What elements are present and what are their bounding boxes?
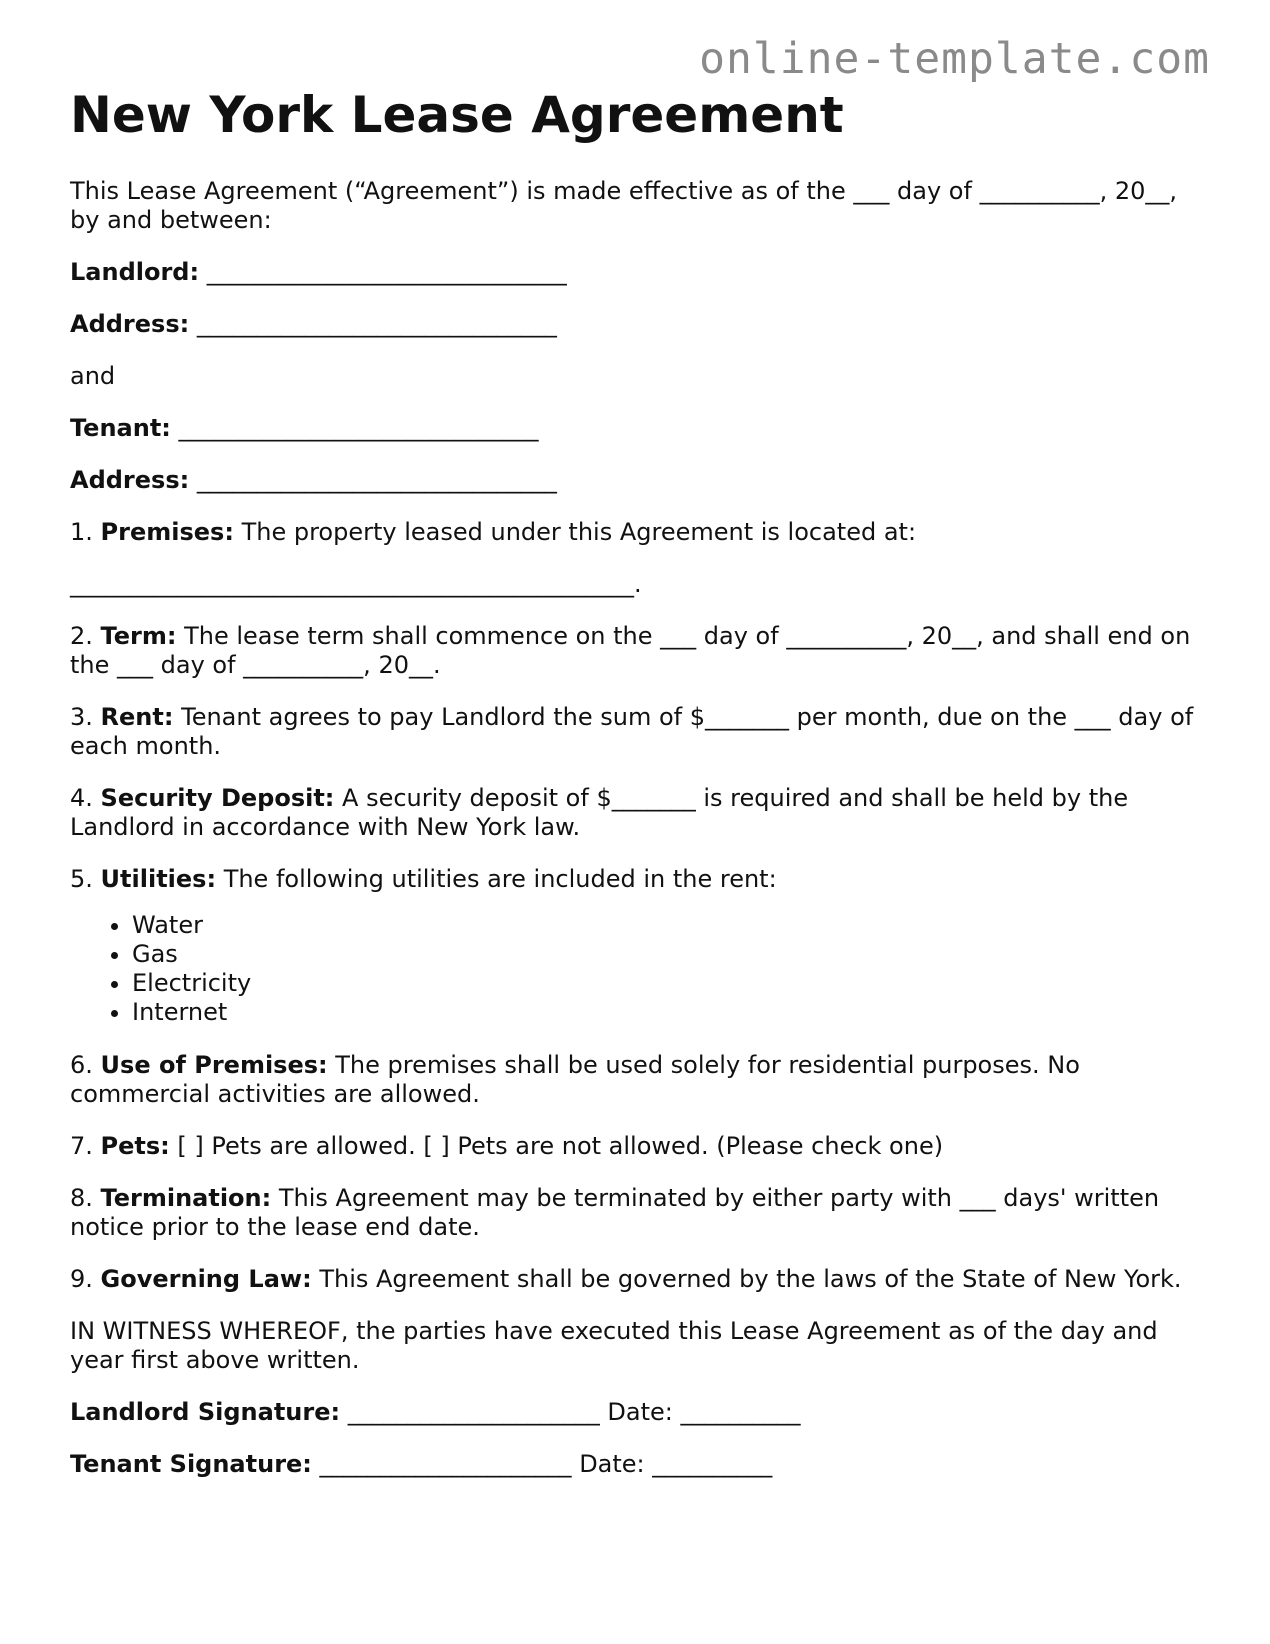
section-use-of-premises	[70, 1051, 1210, 1109]
section-termination	[70, 1184, 1210, 1242]
utilities-list	[70, 911, 1210, 1027]
tenant-signature-label: Tenant Signature:	[70, 1450, 312, 1478]
section-text: This Agreement may be terminated by either party with ___ days' written notice prior to the lease end date.	[70, 1184, 1160, 1241]
list-item: • Water	[132, 911, 1210, 940]
tenant-address-blank: ______________________________	[196, 466, 557, 494]
tenant-address-line	[70, 466, 1210, 495]
section-utilities	[70, 865, 1210, 894]
section-label: Term:	[100, 622, 177, 650]
section-number: 2.	[70, 622, 93, 650]
section-label: Security Deposit:	[100, 784, 335, 812]
section-governing-law	[70, 1265, 1210, 1294]
tenant-address-label: Address:	[70, 466, 190, 494]
section-number: 9.	[70, 1265, 93, 1293]
and-text: and	[70, 362, 116, 390]
section-text: This Agreement shall be governed by the laws of the State of New York.	[319, 1265, 1182, 1293]
section-label: Use of Premises:	[100, 1051, 328, 1079]
tenant-signature-blank: _____________________	[319, 1450, 572, 1478]
list-item: • Gas	[132, 940, 1210, 969]
section-pets	[70, 1132, 1210, 1161]
section-number: 3.	[70, 703, 93, 731]
section-label: Utilities:	[100, 865, 217, 893]
landlord-address-label: Address:	[70, 310, 190, 338]
landlord-address-blank: ______________________________	[196, 310, 557, 338]
landlord-line	[70, 258, 1210, 287]
section-number: 7.	[70, 1132, 93, 1160]
section-label: Rent:	[100, 703, 174, 731]
section-text: [ ] Pets are allowed. [ ] Pets are not allowed. (Please check one)	[177, 1132, 944, 1160]
tenant-date-blank: __________	[652, 1450, 773, 1478]
section-text: The premises shall be used solely for residential purposes. No commercial activities are allowed.	[70, 1051, 1080, 1108]
tenant-signature-line	[70, 1450, 1210, 1479]
section-number: 5.	[70, 865, 93, 893]
list-item: • Electricity	[132, 969, 1210, 998]
tenant-label: Tenant:	[70, 414, 171, 442]
section-security-deposit	[70, 784, 1210, 842]
landlord-date-blank: __________	[680, 1398, 801, 1426]
document	[70, 88, 1210, 1502]
section-text: The property leased under this Agreement is located at:	[241, 518, 917, 546]
intro-paragraph: This Lease Agreement (“Agreement”) is made effective as of the ___ day of __________, 20__, by and between:	[70, 177, 1177, 234]
section-text: The following utilities are included in the rent:	[223, 865, 777, 893]
landlord-address-line	[70, 310, 1210, 339]
section-number: 6.	[70, 1051, 93, 1079]
landlord-signature-label: Landlord Signature:	[70, 1398, 341, 1426]
section-label: Pets:	[100, 1132, 170, 1160]
landlord-date-label: Date:	[607, 1398, 673, 1426]
section-number: 1.	[70, 518, 93, 546]
landlord-signature-line	[70, 1398, 1210, 1427]
landlord-signature-blank: _____________________	[347, 1398, 600, 1426]
landlord-blank: ______________________________	[206, 258, 567, 286]
section-rent	[70, 703, 1210, 761]
tenant-blank: ______________________________	[178, 414, 539, 442]
section-label: Governing Law:	[100, 1265, 312, 1293]
section-premises	[70, 518, 1210, 547]
witness-paragraph: IN WITNESS WHEREOF, the parties have executed this Lease Agreement as of the day and year first above written.	[70, 1317, 1158, 1374]
watermark: online-template.com	[699, 34, 1210, 84]
section-text: Tenant agrees to pay Landlord the sum of $_______ per month, due on the ___ day of each month.	[70, 703, 1194, 760]
landlord-label: Landlord:	[70, 258, 200, 286]
section-label: Termination:	[100, 1184, 272, 1212]
document-title: New York Lease Agreement	[70, 86, 844, 144]
section-text: A security deposit of $_______ is required and shall be held by the Landlord in accordance with New York law.	[70, 784, 1129, 841]
tenant-line	[70, 414, 1210, 443]
section-number: 4.	[70, 784, 93, 812]
premises-address-blank: _______________________________________________.	[70, 570, 642, 598]
tenant-date-label: Date:	[579, 1450, 645, 1478]
list-item: • Internet	[132, 998, 1210, 1027]
section-term	[70, 622, 1210, 680]
section-label: Premises:	[100, 518, 234, 546]
section-text: The lease term shall commence on the ___ day of __________, 20__, and shall end on the ___ day of __________, 20__.	[70, 622, 1191, 679]
section-number: 8.	[70, 1184, 93, 1212]
